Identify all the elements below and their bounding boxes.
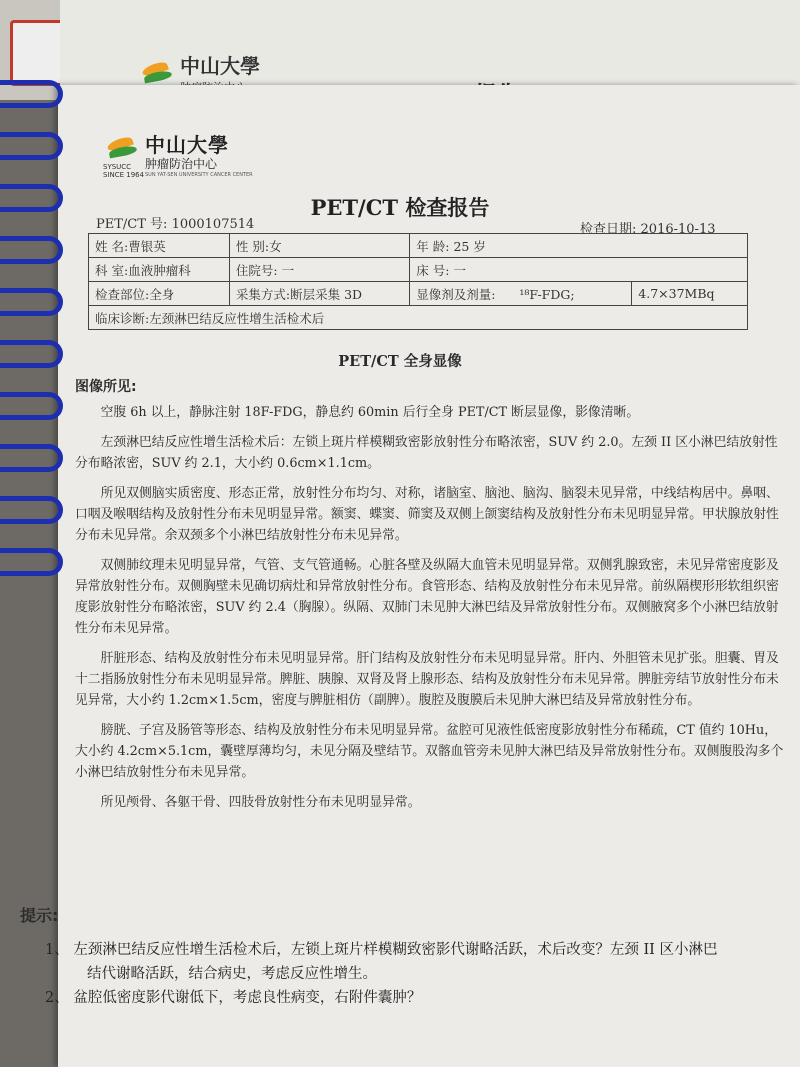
sex-label: 性 别:	[235, 238, 270, 254]
age-label: 年 龄:	[416, 238, 450, 254]
agent-cell	[410, 282, 632, 306]
table-row	[89, 282, 748, 306]
findings-paragraph: 肝脏形态、结构及放射性分布未见明显异常。肝门结构及放射性分布未见明显异常。肝内、外胆管未见扩张。胆囊、胃及十二指肠放射性分布未见明显异常。脾脏、胰腺、双肾及肾上腺形态、结构及放射性分布未见异常。脾脏旁结节放射性分布未见异常，大小约 1.2cm×1.5cm，密度与脾脏相仿（副脾）。腹腔及腹膜后未见肿大淋巴结及异常放射性分布。	[75, 651, 779, 708]
exam-date-value: 2016-10-13	[640, 222, 716, 237]
patient-info-table	[88, 233, 748, 330]
petct-number-value: 1000107514	[171, 217, 255, 232]
site-value: 全身	[149, 286, 175, 302]
logo-english-name: SUN YAT-SEN UNIVERSITY CANCER CENTER	[145, 172, 253, 178]
exam-date-label: 检查日期:	[580, 222, 637, 237]
spiral-binding	[0, 80, 60, 680]
method-label: 采集方式:	[235, 286, 291, 302]
table-row	[89, 306, 748, 330]
age-cell	[410, 234, 748, 258]
diagnosis-cell	[89, 306, 748, 330]
university-leaf-icon	[105, 135, 139, 161]
diagnosis-label: 临床诊断:	[95, 310, 150, 326]
logo-abbr-text: SYSUCC	[103, 163, 132, 171]
tip-number: 2、	[45, 990, 69, 1006]
university-leaf-icon	[140, 60, 174, 86]
binding-ring	[0, 444, 63, 472]
logo-center-name: 肿瘤防治中心	[145, 157, 218, 171]
binding-ring	[0, 236, 63, 264]
age-value: 25 岁	[453, 238, 486, 254]
name-value: 曹银英	[128, 238, 166, 254]
table-row	[89, 234, 748, 258]
bed-value: 一	[453, 262, 466, 278]
name-label: 姓 名:	[95, 238, 129, 254]
tip-item	[45, 938, 795, 962]
sex-cell	[229, 234, 409, 258]
binding-ring	[0, 132, 63, 160]
findings-paragraph: 膀胱、子宫及肠管等形态、结构及放射性分布未见明显异常。盆腔可见液性低密度影放射性分布稀疏，CT 值约 10Hu，大小约 4.2cm×5.1cm，囊壁厚薄均匀，未见分隔及壁结节。双髂血管旁未见肿大淋巴结及异常放射性分布。双侧腹股沟多个小淋巴结放射性分布未见异常。	[75, 723, 784, 780]
binding-ring	[0, 80, 63, 108]
findings-body	[75, 402, 785, 822]
bed-cell	[410, 258, 748, 282]
findings-paragraph: 双侧肺纹理未见明显异常，气管、支气管通畅。心脏各壁及纵隔大血管未见明显异常。双侧乳腺致密，未见异常密度影及异常放射性分布。双侧胸壁未见确切病灶和异常放射性分布。食管形态、结构及放射性分布未见异常。前纵隔楔形形软组织密度影放射性分布略浓密，SUV 约 2.4（胸腺）。纵隔、双肺门未见肿大淋巴结及异常放射性分布。双侧腋窝多个小淋巴结放射性分布未见异常。	[75, 558, 779, 636]
dept-cell	[89, 258, 230, 282]
section-title: PET/CT 全身显像	[338, 353, 462, 370]
tip-text: 盆腔低密度影代谢低下，考虑良性病变，右附件囊肿？	[73, 990, 422, 1006]
site-cell	[89, 282, 230, 306]
petct-number-label: PET/CT 号:	[96, 217, 168, 232]
binding-ring	[0, 288, 63, 316]
sex-value: 女	[269, 238, 282, 254]
background-logo-cn: 中山大學	[180, 54, 260, 78]
table-row	[89, 258, 748, 282]
dept-value: 血液肿瘤科	[128, 262, 191, 278]
findings-paragraph: 空腹 6h 以上，静脉注射 18F-FDG，静息约 60min 后行全身 PET/CT 断层显像，影像清晰。	[100, 405, 640, 420]
findings-paragraph: 所见双侧脑实质密度、形态正常，放射性分布均匀、对称，诸脑室、脑池、脑沟、脑裂未见异常，中线结构居中。鼻咽、口咽及喉咽结构及放射性分布未见明显异常。额窦、蝶窦、筛窦及双侧上颌窦结构及放射性分布未见明显异常。甲状腺放射性分布未见异常。余双颈多个小淋巴结放射性分布未见异常。	[75, 486, 779, 543]
logo-university-name: 中山大學	[145, 133, 229, 157]
report-title: PET/CT 检查报告	[310, 195, 490, 220]
inpatient-value: 一	[281, 262, 295, 278]
name-cell	[89, 234, 230, 258]
petct-number	[96, 213, 254, 232]
bed-label: 床 号:	[416, 262, 450, 278]
tip-item	[45, 986, 795, 1010]
method-cell	[229, 282, 409, 306]
agent-label: 显像剂及剂量:	[416, 286, 496, 302]
agent-value: ¹⁸F-FDG;	[519, 286, 575, 302]
binding-ring	[0, 392, 63, 420]
dose-value: 4.7×37MBq	[638, 286, 715, 301]
dose-cell	[632, 282, 748, 306]
method-value: 断层采集 3D	[290, 286, 363, 302]
diagnosis-value: 左颈淋巴结反应性增生活检术后	[149, 310, 325, 326]
inpatient-label: 住院号:	[235, 262, 278, 278]
inpatient-cell	[229, 258, 409, 282]
tips-heading: 提示:	[20, 906, 59, 925]
findings-paragraph: 所见颅骨、各躯干骨、四肢骨放射性分布未见明显异常。	[100, 795, 421, 810]
findings-paragraph: 左颈淋巴结反应性增生活检术后：左锁上斑片样模糊致密影放射性分布略浓密，SUV 约 2.0。左颈 II 区小淋巴结放射性分布略浓密，SUV 约 2.1，大小约 0.6cm×1.1cm。	[75, 435, 778, 471]
logo-since-text: SINCE 1964	[103, 171, 145, 179]
findings-heading: 图像所见:	[75, 379, 137, 395]
site-label: 检查部位:	[95, 286, 150, 302]
dept-label: 科 室:	[95, 262, 129, 278]
tip-number: 1、	[45, 942, 69, 958]
binding-ring	[0, 496, 63, 524]
tip-item-continuation: 结代谢略活跃，结合病史，考虑反应性增生。	[87, 966, 377, 982]
tips-list	[45, 938, 795, 1010]
tip-text: 左颈淋巴结反应性增生活检术后，左锁上斑片样模糊致密影代谢略活跃，术后改变？左颈 II 区小淋巴	[73, 942, 718, 958]
binding-ring	[0, 548, 63, 576]
logo-abbreviation	[103, 163, 144, 179]
